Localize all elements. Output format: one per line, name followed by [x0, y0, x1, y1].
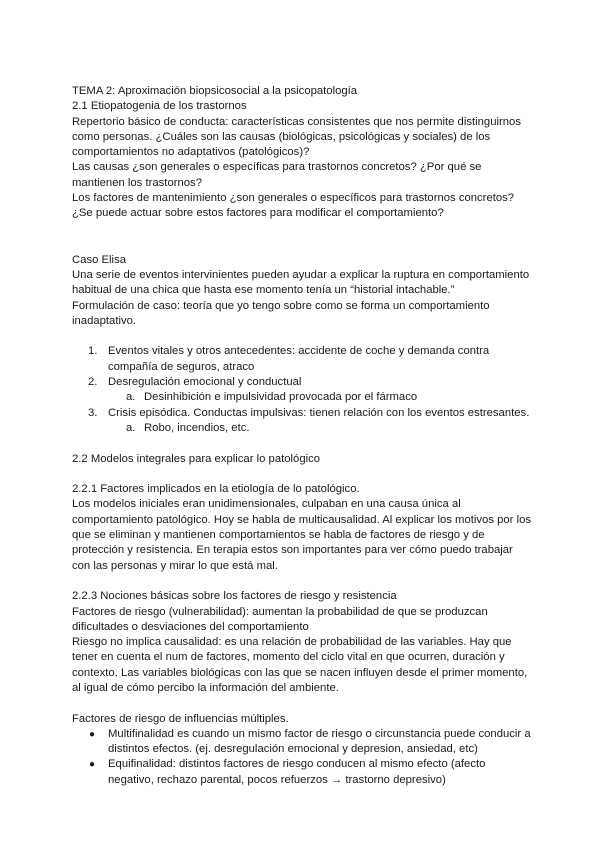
paragraph-factores-riesgo: Factores de riesgo (vulnerabilidad): aumentan la probabilidad de que se produzcan dificultades o desviaciones del comportamiento	[72, 605, 488, 633]
list-number: 3.	[88, 406, 98, 419]
paragraph-causalidad: Riesgo no implica causalidad: es una relación de probabilidad de las variables. Hay que tener en cuenta el num de factores, momento del ciclo vital en que ocurren, duración y contexto. Las variables biológicas con las que se nacen influyen desde el primer momento, al igual de cómo percibo la información del ambiente.	[72, 636, 528, 694]
bullet-text: Equifinalidad: distintos factores de riesgo conducen al mismo efecto (afecto negativo, rechazo parental, pocos refuerzos → trastorno depresivo)	[108, 758, 486, 786]
subsection-heading-2-2-1: 2.2.1 Factores implicados en la etiología de lo patológico.	[72, 483, 360, 496]
case-formulation: Formulación de caso: teoría que yo tengo sobre como se forma un comportamiento inadaptativo.	[72, 299, 490, 327]
bullet-item	[72, 757, 532, 788]
paragraph-influencias: Factores de riesgo de influencias múltiples.	[72, 712, 289, 725]
list-item	[72, 344, 532, 375]
sub-list-letter: a.	[126, 391, 136, 404]
section-heading-2-2: 2.2 Modelos integrales para explicar lo patológico	[72, 452, 321, 465]
sub-list-item	[72, 421, 532, 436]
list-number: 1.	[88, 345, 98, 358]
sub-list-text: Robo, incendios, etc.	[144, 421, 250, 434]
paragraph-repertorio: Repertorio básico de conducta: características consistentes que nos permite distinguirnos como personas. ¿Cuáles son las causas (biológicas, psicológicas y sociales) de los comportamientos no adaptativos (patológicos)?	[72, 115, 521, 159]
subsection-heading-2-2-3: 2.2.3 Nociones básicas sobre los factores de riesgo y resistencia	[72, 590, 397, 603]
case-events-list-cont	[72, 406, 532, 421]
document-title: TEMA 2: Aproximación biopsicosocial a la psicopatología	[72, 85, 358, 97]
factors-bullet-list	[72, 727, 532, 788]
bullet-icon: ●	[89, 728, 96, 740]
document-page	[72, 84, 532, 788]
list-item	[72, 375, 532, 390]
paragraph-causas: Las causas ¿son generales o específicas para trastornos concretos? ¿Por qué se mantienen los trastornos?	[72, 161, 482, 189]
bullet-text: Multifinalidad es cuando un mismo factor de riesgo o circunstancia puede conducir a distintos efectos. (ej. desregulación emocional y depresion, ansiedad, etc)	[108, 727, 531, 756]
sub-list-letter: a.	[126, 421, 136, 434]
bullet-item	[72, 727, 532, 758]
list-number: 2.	[88, 376, 98, 389]
sub-list-text: Desinhibición e impulsividad provocada por el fármaco	[144, 391, 418, 404]
case-title: Caso Elisa	[72, 253, 126, 266]
paragraph-mantenimiento: Los factores de mantenimiento ¿son generales o específicos para trastornos concretos? ¿Se puede actuar sobre estos factores para modificar el comportamiento?	[72, 192, 515, 220]
case-events-list	[72, 344, 532, 390]
bullet-icon: ●	[89, 759, 96, 771]
sub-list	[72, 390, 532, 405]
section-heading-2-1: 2.1 Etiopatogenia de los trastornos	[72, 100, 247, 113]
sub-list	[72, 421, 532, 436]
sub-list-item	[72, 390, 532, 405]
list-item-text: Desregulación emocional y conductual	[108, 376, 302, 389]
list-item-text: Eventos vitales y otros antecedentes: accidente de coche y demanda contra compañía de seguros, atraco	[108, 345, 490, 373]
case-paragraph: Una serie de eventos intervinientes pueden ayudar a explicar la ruptura en comportamiento habitual de una chica que hasta ese momento tenía un “historial intachable.”	[72, 268, 530, 297]
paragraph-modelos: Los modelos iniciales eran unidimensionales, culpaban en una causa única al comportamiento patológico. Hoy se habla de multicausalidad. Al explicar los motivos por los que se eliminan y mantienen comportamientos se habla de factores de riesgo y de protección y resistencia. En terapia estos son importantes para ver cómo puedo trabajar con las personas y mirar lo que está mal.	[72, 498, 532, 572]
list-item	[72, 406, 532, 421]
list-item-text: Crisis episódica. Conductas impulsivas: tienen relación con los eventos estresantes.	[108, 406, 530, 419]
